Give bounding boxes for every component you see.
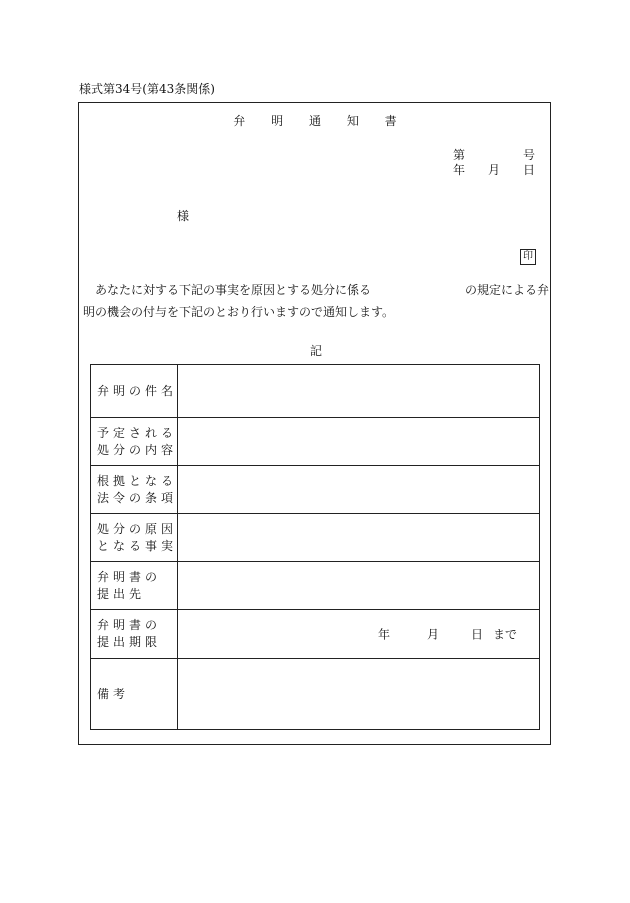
table-row	[91, 466, 540, 514]
title-char: 弁	[233, 114, 246, 128]
deadline-until-label: まで	[493, 627, 518, 642]
row-label-legal-basis: 根拠となる 法令の条項	[91, 466, 178, 514]
row-label-cause-facts: 処分の原因 となる事実	[91, 514, 178, 562]
planned-disposition-field[interactable]	[178, 418, 540, 466]
notice-items-table	[90, 364, 540, 730]
title-char: 明	[271, 114, 284, 128]
ki-heading: 記	[310, 344, 323, 358]
deadline-year-label: 年	[378, 627, 391, 642]
date-month-label: 月	[488, 163, 501, 177]
date-day-label: 日	[523, 163, 536, 177]
body-line-1b: の規定による弁	[465, 283, 550, 297]
remarks-field[interactable]	[178, 659, 540, 730]
table-row	[91, 610, 540, 659]
submission-deadline-field[interactable]	[178, 610, 540, 659]
ref-dai: 第	[453, 148, 466, 162]
body-line-2: 明の機会の付与を下記のとおり行いますので通知します。	[83, 305, 395, 319]
row-label-submission-deadline: 弁明書の 提出期限	[91, 610, 178, 659]
table-row	[91, 365, 540, 418]
title-char: 通	[308, 114, 321, 128]
cause-facts-field[interactable]	[178, 514, 540, 562]
addressee-suffix: 様	[177, 209, 190, 223]
deadline-month-label: 月	[427, 627, 440, 642]
table-row	[91, 562, 540, 610]
body-line-1a: あなたに対する下記の事実を原因とする処分に係る	[95, 283, 372, 297]
row-label-planned-disposition: 予定される 処分の内容	[91, 418, 178, 466]
title-char: 知	[346, 114, 359, 128]
case-name-field[interactable]	[178, 365, 540, 418]
row-label-case-name: 弁明の件名	[91, 365, 178, 418]
title-char: 書	[384, 114, 397, 128]
seal-mark: 印	[520, 249, 536, 265]
row-label-submission-to: 弁明書の 提出先	[91, 562, 178, 610]
deadline-day-label: 日	[471, 627, 484, 642]
date-year-label: 年	[453, 163, 466, 177]
legal-basis-field[interactable]	[178, 466, 540, 514]
document-title	[0, 112, 630, 129]
submission-to-field[interactable]	[178, 562, 540, 610]
table-row	[91, 514, 540, 562]
table-row	[91, 659, 540, 730]
ref-go: 号	[523, 148, 536, 162]
row-label-remarks: 備考	[91, 659, 178, 730]
table-row	[91, 418, 540, 466]
form-number: 様式第34号(第43条関係)	[79, 82, 215, 96]
